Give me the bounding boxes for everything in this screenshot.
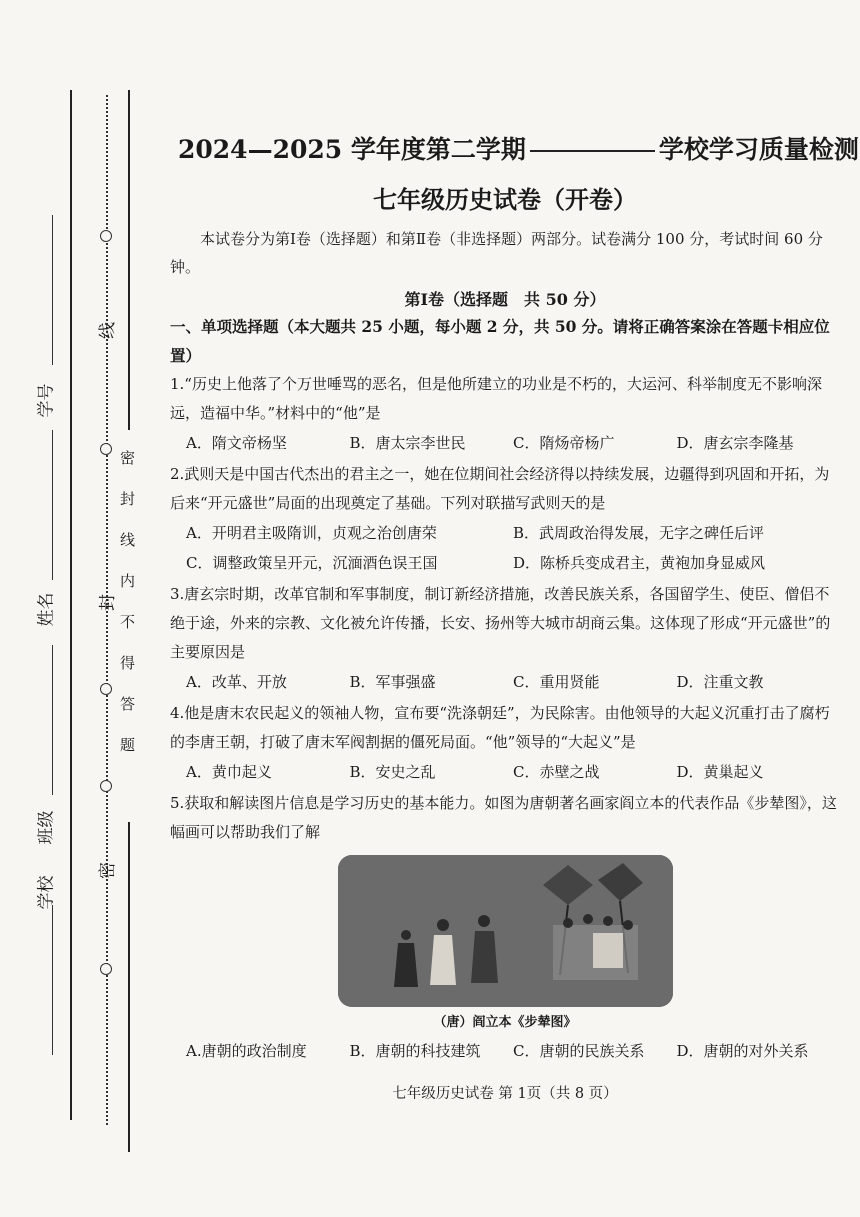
field-underline-school bbox=[52, 905, 53, 1055]
margin-outer-line bbox=[70, 90, 72, 1120]
question-1-options bbox=[186, 428, 840, 458]
part-one-heading: 一、单项选择题（本大题共 25 小题，每小题 2 分，共 50 分。请将正确答案涂在答题卡相应位置） bbox=[170, 317, 830, 365]
option-a: A．开明君主吸隋训，贞观之治创唐荣 bbox=[186, 524, 437, 542]
exam-title bbox=[178, 130, 859, 166]
seal-word-xian: 线 bbox=[98, 322, 118, 339]
option-b: B．武周政治得发展，无字之碑任后评 bbox=[513, 524, 765, 542]
field-label-school: 学校 bbox=[36, 875, 57, 910]
question-5-options bbox=[186, 1036, 840, 1066]
question-2-stem: 2.武则天是中国古代杰出的君主之一，她在位期间社会经济得以持续发展，边疆得到巩固和开拓，为后来“开元盛世”局面的出现奠定了基础。下列对联描写武则天的是 bbox=[170, 465, 830, 512]
exam-intro: 本试卷分为第Ⅰ卷（选择题）和第Ⅱ卷（非选择题）两部分。试卷满分 100 分，考试时间 60 分钟。 bbox=[170, 230, 823, 276]
exam-subtitle: 七年级历史试卷（开卷） bbox=[373, 185, 637, 214]
seal-circle-2 bbox=[100, 443, 112, 455]
page-footer: 七年级历史试卷 第 1页（共 8 页） bbox=[392, 1086, 618, 1102]
option-a: A．黄巾起义 bbox=[186, 763, 272, 781]
option-a: A．改革、开放 bbox=[186, 673, 287, 691]
field-label-student-id: 学号 bbox=[36, 383, 57, 418]
question-2-options bbox=[186, 518, 840, 578]
option-c: C．调整政策呈开元，沉湎酒色误王国 bbox=[186, 554, 438, 572]
option-c: C．赤壁之战 bbox=[513, 763, 600, 781]
question-3-stem: 3.唐玄宗时期，改革官制和军事制度，制订新经济措施，改善民族关系，各国留学生、使臣、僧侣不绝于途，外来的宗教、文化被允许传播，长安、扬州等大城市胡商云集。这体现了形成“开元盛世”的主要原因是 bbox=[170, 585, 831, 661]
option-c: C．隋炀帝杨广 bbox=[513, 434, 615, 452]
bunian-painting-image bbox=[338, 855, 673, 1007]
section-title: 第Ⅰ卷（选择题 共 50 分） bbox=[404, 290, 606, 309]
seal-circle-3 bbox=[100, 683, 112, 695]
option-c: C．唐朝的民族关系 bbox=[513, 1042, 645, 1060]
field-label-name: 姓名 bbox=[36, 592, 57, 627]
painting-figures-icon bbox=[338, 855, 673, 1007]
seal-word-feng: 封 bbox=[98, 594, 118, 611]
option-c: C．重用贤能 bbox=[513, 673, 600, 691]
painting-caption: （唐）阎立本《步辇图》 bbox=[433, 1015, 577, 1030]
option-b: B．唐太宗李世民 bbox=[349, 434, 466, 452]
exam-title-suffix: 学校学习质量检测 bbox=[658, 135, 859, 164]
exam-content bbox=[170, 130, 859, 1103]
question-3-options bbox=[186, 667, 840, 697]
option-b: B．唐朝的科技建筑 bbox=[349, 1042, 481, 1060]
option-a: A．隋文帝杨坚 bbox=[186, 434, 287, 452]
field-underline-name bbox=[52, 430, 53, 580]
question-4-stem: 4.他是唐末农民起义的领袖人物，宣布要“洗涤朝廷”，为民除害。由他领导的大起义沉重打击了腐朽的李唐王朝，打破了唐末军阀割据的僵死局面。“他”领导的“大起义”是 bbox=[170, 704, 830, 751]
question-5-figure bbox=[338, 855, 673, 1030]
option-d: D．注重文教 bbox=[676, 673, 764, 691]
seal-circle-4 bbox=[100, 780, 112, 792]
option-d: D．唐玄宗李隆基 bbox=[676, 434, 794, 452]
exam-title-prefix: 2024—2025 学年度第二学期 bbox=[178, 135, 526, 164]
margin-inner-line-bottom bbox=[128, 822, 130, 1152]
option-b: B．军事强盛 bbox=[349, 673, 436, 691]
school-name-blank bbox=[530, 150, 655, 152]
option-d: D．唐朝的对外关系 bbox=[676, 1042, 809, 1060]
option-d: D．黄巢起义 bbox=[676, 763, 764, 781]
seal-word-mi: 密 bbox=[98, 862, 118, 879]
margin-inner-line-top bbox=[128, 90, 130, 430]
field-underline-student-id bbox=[52, 215, 53, 365]
option-d: D．陈桥兵变成君主，黄袍加身显威风 bbox=[513, 554, 766, 572]
option-a: A.唐朝的政治制度 bbox=[186, 1042, 307, 1060]
seal-notice: 密封线内不得答题 bbox=[118, 450, 136, 778]
seal-circle-5 bbox=[100, 963, 112, 975]
question-4-options bbox=[186, 757, 840, 787]
option-b: B．安史之乱 bbox=[349, 763, 436, 781]
field-label-class: 班级 bbox=[36, 810, 57, 845]
field-underline-class bbox=[52, 645, 53, 795]
question-5-stem: 5.获取和解读图片信息是学习历史的基本能力。如图为唐朝著名画家阎立本的代表作品《步辇图》，这幅画可以帮助我们了解 bbox=[170, 794, 837, 841]
question-1-stem: 1.“历史上他落了个万世唾骂的恶名，但是他所建立的功业是不朽的，大运河、科举制度无不影响深远，造福中华。”材料中的“他”是 bbox=[170, 375, 822, 422]
seal-circle-1 bbox=[100, 230, 112, 242]
